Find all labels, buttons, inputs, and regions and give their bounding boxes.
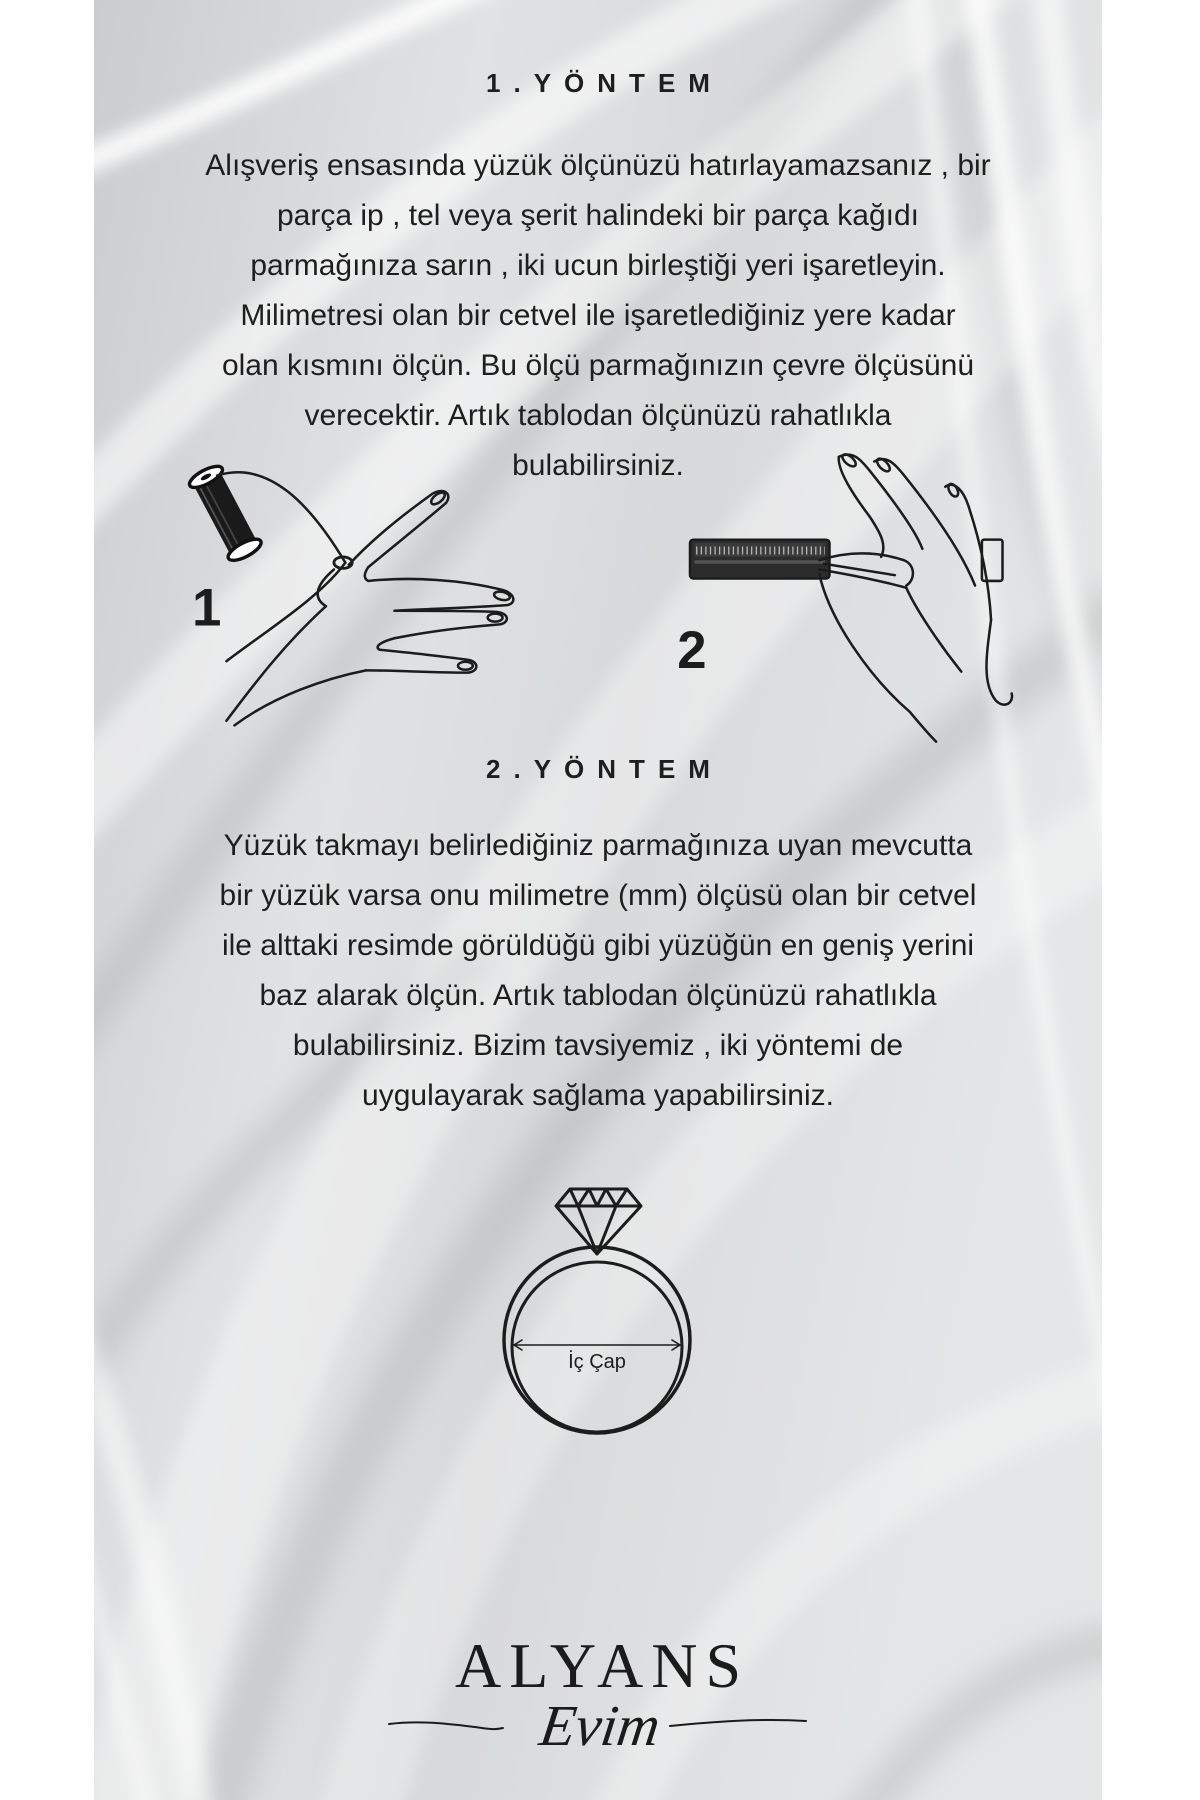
thread-spool-icon [187, 462, 264, 564]
method2-line: baz alarak ölçün. Artık tablodan ölçünüzü rahatlıkla [259, 979, 937, 1012]
method1-line: parmağınıza sarın , iki ucun birleştiği yeri işaretleyin. [250, 249, 946, 282]
method1-paragraph [94, 141, 1102, 491]
thread-wrap-illustration [183, 448, 526, 746]
method2-paragraph [94, 821, 1102, 1121]
inner-diameter-label: İç Çap [568, 1351, 626, 1373]
pinching-hand-icon [819, 452, 1012, 742]
method1-line: olan kısmını ölçün. Bu ölçü parmağınızın çevre ölçüsünü [221, 349, 975, 382]
method1-line: parça ip , tel veya şerit halindeki bir parça kağıdı [277, 199, 919, 232]
method2-line: ile alttaki resimde görüldüğü gibi yüzüğün en geniş yerini [221, 929, 975, 962]
brand-logo-script: Evim [535, 1693, 665, 1758]
ring-diameter-diagram [495, 1180, 700, 1442]
method1-line: bulabilirsiniz. [512, 449, 684, 482]
ruler-icon [690, 540, 830, 579]
method2-line: bir yüzük varsa onu milimetre (mm) ölçüsü olan bir cetvel [219, 879, 977, 912]
brand-logo-text: ALYANS [454, 1630, 750, 1701]
method1-line: verecektir. Artık tablodan ölçünüzü rahatlıkla [304, 399, 892, 432]
ring-band-icon [504, 1247, 690, 1433]
diameter-arrow [514, 1340, 680, 1350]
hand-icon [226, 490, 513, 725]
method2-line: bulabilirsiniz. Bizim tavsiyemiz , iki yöntemi de [292, 1029, 904, 1062]
method1-line: Alışveriş ensasında yüzük ölçünüzü hatırlayamazsanız , bir [205, 149, 991, 182]
method1-heading: 1.YÖNTEM [486, 68, 723, 98]
diamond-icon [556, 1189, 641, 1254]
ruler-measure-illustration [675, 442, 1030, 752]
method2-line: Yüzük takmayı belirlediğiniz parmağınıza uyan mevcutta [223, 829, 973, 862]
step-1-label: 1 [192, 578, 222, 638]
method1-line: Milimetresi olan bir cetvel ile işaretlediğiniz yere kadar [240, 299, 956, 332]
method2-heading: 2.YÖNTEM [486, 754, 723, 784]
method2-line: uygulayarak sağlama yapabilirsiniz. [362, 1079, 834, 1112]
step-2-label: 2 [677, 621, 707, 681]
